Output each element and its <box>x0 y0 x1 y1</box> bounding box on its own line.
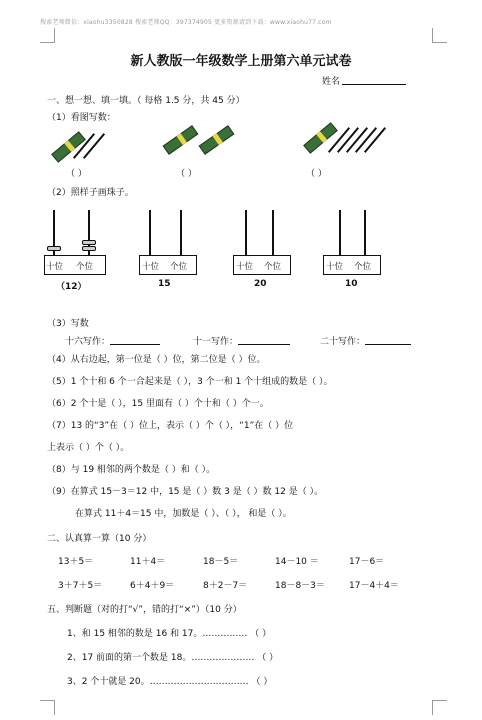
question-9a[interactable]: （9）在算式 15－3＝12 中，15 是（ ）数 3 是（ ）数 12 是（ ）。 <box>47 487 324 497</box>
q3-item-label: 十六写作： <box>65 337 111 347</box>
corner-mark-top-left <box>40 28 55 43</box>
q3-item-11[interactable] <box>193 334 290 347</box>
judge-item-1[interactable]: 1、和 15 相邻的数是 16 和 17。…………… （ ） <box>67 629 272 639</box>
q1-answer-3[interactable]: （ ） <box>306 169 327 179</box>
abacus-rod <box>245 210 247 256</box>
q1-label: （1）看图写数： <box>47 113 116 123</box>
question-6[interactable]: （6）2 个十是（ ），15 里面有（ ）个十和（ ）个一。 <box>47 399 269 409</box>
tens-label: 十位 <box>46 262 64 272</box>
corner-mark-bottom-right <box>432 700 447 715</box>
abacus-rod <box>149 210 151 256</box>
calc-item[interactable]: 18－5＝ <box>203 557 239 567</box>
tens-label: 十位 <box>326 262 344 272</box>
question-7a[interactable]: （7）13 的“3”在（ ）位上，表示（ ）个（ ），“1”在（ ）位 <box>47 421 294 431</box>
question-5[interactable]: （5）1 个十和 6 个一合起来是（ ），3 个一和 1 个十组成的数是（ ）。 <box>47 377 333 387</box>
stick <box>83 133 105 159</box>
ones-label: 个位 <box>264 262 282 272</box>
calc-item[interactable]: 13＋5＝ <box>58 557 94 567</box>
abacus-bead <box>82 240 96 245</box>
q2-label: （2）照样子画珠子。 <box>47 188 134 198</box>
stick-bundle <box>199 125 235 155</box>
q3-item-20[interactable] <box>320 334 411 347</box>
section1-heading: 一、想一想、填一填。（ 每格 1.5 分，共 45 分） <box>47 96 245 106</box>
question-9b[interactable]: 在算式 11＋4＝15 中，加数是（ ）、（ ）， 和是（ ）。 <box>75 509 292 519</box>
abacus-number-1: （12） <box>56 282 87 292</box>
q1-answer-2[interactable]: （ ） <box>176 169 197 179</box>
calc-item[interactable]: 8＋2－7＝ <box>203 581 248 591</box>
page-title: 新人教版一年级数学上册第六单元试卷 <box>130 54 352 69</box>
watermark-text: 搜索老师微信：xiaohu3350828 搜索老师QQ：397374905 更多资源请到下载：www.xiaohu77.com <box>40 19 332 26</box>
judge-item-2[interactable]: 2、17 前面的第一个数是 18。………………… （ ） <box>67 653 279 663</box>
q3-item-label: 十一写作： <box>193 337 239 347</box>
answer-blank[interactable] <box>365 335 411 345</box>
section5-heading: 五、判断题（对的打“√”，错的打“×”）（10 分） <box>47 605 242 615</box>
name-blank[interactable] <box>342 75 406 85</box>
abacus-rod <box>364 210 366 256</box>
answer-blank[interactable] <box>238 335 290 345</box>
calc-item[interactable]: 14－10 ＝ <box>275 557 319 567</box>
corner-mark-bottom-left <box>40 700 55 715</box>
abacus-number-4: 10 <box>345 279 358 289</box>
corner-mark-top-right <box>432 28 447 43</box>
judge-item-3[interactable]: 3、2 个十就是 20。…………………………… （ ） <box>67 677 273 687</box>
name-field[interactable] <box>322 74 406 87</box>
question-8[interactable]: （8）与 19 相邻的两个数是（ ）和（ ）。 <box>47 465 216 475</box>
question-4[interactable]: （4）从右边起，第一位是（ ）位，第二位是（ ）位。 <box>47 355 266 365</box>
abacus-rod <box>339 210 341 256</box>
q3-item-16[interactable] <box>65 334 160 347</box>
question-7b[interactable]: 上表示（ ）个（ ）。 <box>47 443 130 453</box>
section2-heading: 二、认真算一算（10 分） <box>47 534 152 544</box>
abacus-rod <box>272 210 274 256</box>
q3-item-label: 二十写作： <box>320 337 366 347</box>
ones-label: 个位 <box>76 262 94 272</box>
answer-blank[interactable] <box>110 335 160 345</box>
abacus-bead <box>47 246 61 251</box>
calc-item[interactable]: 3＋7＋5＝ <box>58 581 103 591</box>
calc-item[interactable]: 11＋4＝ <box>130 557 166 567</box>
abacus-bead <box>82 246 96 251</box>
calc-item[interactable]: 17－6＝ <box>349 557 385 567</box>
abacus-number-2: 15 <box>158 279 171 289</box>
abacus-rod <box>180 210 182 256</box>
q3-label: （3）写数 <box>47 319 89 329</box>
tens-label: 十位 <box>236 262 254 272</box>
abacus-number-3: 20 <box>254 279 267 289</box>
ones-label: 个位 <box>170 262 188 272</box>
stick-bundle <box>163 125 199 155</box>
calc-item[interactable]: 17－4＋4＝ <box>349 581 399 591</box>
calc-item[interactable]: 6＋4＋9＝ <box>130 581 175 591</box>
calc-item[interactable]: 18－8－3＝ <box>275 581 325 591</box>
q1-answer-1[interactable]: （ ） <box>66 169 87 179</box>
name-label: 姓名 <box>322 77 341 87</box>
tens-label: 十位 <box>142 262 160 272</box>
ones-label: 个位 <box>354 262 372 272</box>
